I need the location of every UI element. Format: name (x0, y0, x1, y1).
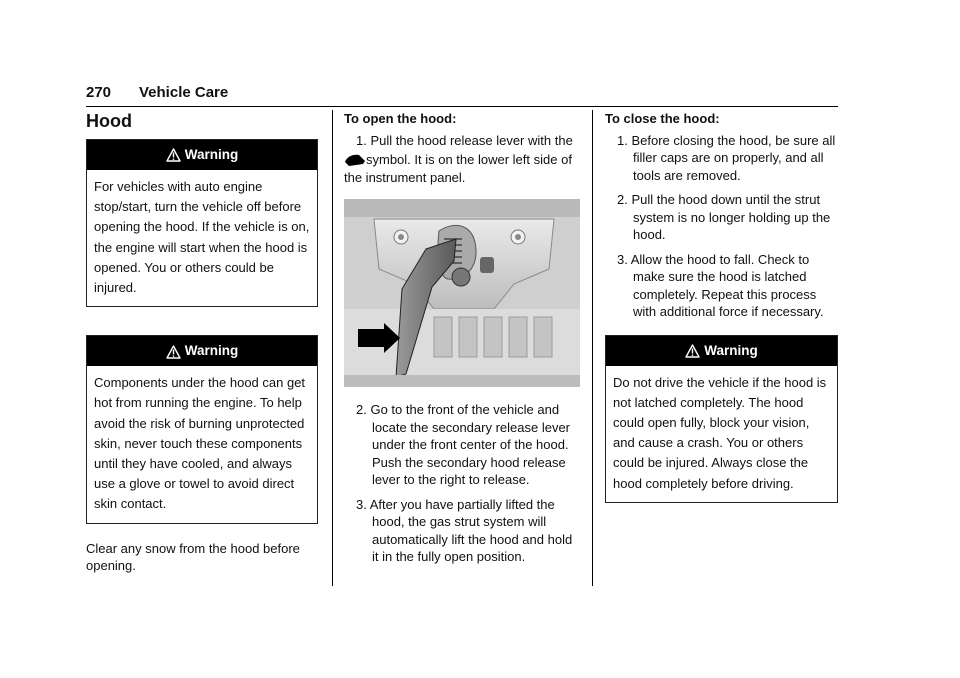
page-number: 270 (86, 84, 112, 101)
close-step-2: 2. Pull the hood down until the strut system is no longer holding up the hood. (617, 192, 831, 242)
open-step-3: 3. After you have partially lifted the hood, the gas strut system will automatically lift the hood and hold it in the fully open position. (356, 496, 573, 564)
warning-label: Warning (184, 343, 239, 359)
warning-text: Do not drive the vehicle if the hood is not latched completely. The hood could open fully, block your vision, and cause a crash. You or others could be injured. Always close the hood completely before driving. (613, 374, 827, 491)
column-2 (344, 110, 580, 573)
hood-latch-illustration (344, 199, 580, 387)
open-step-2: 2. Go to the front of the vehicle and locate the secondary release lever under the front center of the hood. Push the secondary hood release lever to the right to release. (356, 402, 571, 487)
open-step-1: 1. Pull the hood release lever with the (356, 132, 573, 148)
warning-box-3 (605, 335, 838, 503)
page-header (86, 84, 838, 107)
warning-text: Components under the hood can get hot from running the engine. To help avoid the risk of burning unprotected skin, never touch these components until they have cooled, and always use a glove or towel to avoid direct skin contact. (94, 375, 306, 512)
close-step-3: 3. Allow the hood to fall. Check to make sure the hood is latched completely. Repeat this process with additional force if necessary. (617, 251, 824, 319)
warning-triangle-icon (166, 345, 181, 359)
open-step-1-cont: symbol. It is on the lower left side of the instrument panel. (344, 152, 572, 185)
hood-release-photo (344, 199, 580, 387)
warning-text: For vehicles with auto engine stop/start, turn the vehicle off before opening the hood. If the vehicle is on, the engine will start when the hood is opened. You or others could be injured. (94, 179, 310, 296)
open-hood-heading: To open the hood: (344, 111, 457, 126)
warning-box-1 (86, 139, 318, 307)
warning-label: Warning (704, 342, 758, 358)
warning-header (87, 336, 317, 366)
warning-label: Warning (184, 147, 239, 162)
close-hood-heading: To close the hood: (605, 111, 720, 126)
close-step-1: 1. Before closing the hood, be sure all filler caps are on properly, and all tools are removed. (617, 132, 836, 183)
section-title: Vehicle Care (139, 84, 229, 101)
warning-box-2 (86, 335, 318, 523)
column-divider-1 (332, 110, 333, 586)
column-3 (605, 110, 838, 519)
warning-header (606, 336, 837, 366)
warning-triangle-icon (166, 148, 181, 162)
column-1 (86, 139, 318, 575)
warning-header (87, 140, 317, 170)
hood-release-car-icon (344, 153, 366, 167)
page-title: Hood (86, 111, 132, 131)
column-divider-2 (592, 110, 593, 586)
snow-note: Clear any snow from the hood before opening. (86, 540, 300, 574)
warning-triangle-icon (685, 344, 700, 358)
